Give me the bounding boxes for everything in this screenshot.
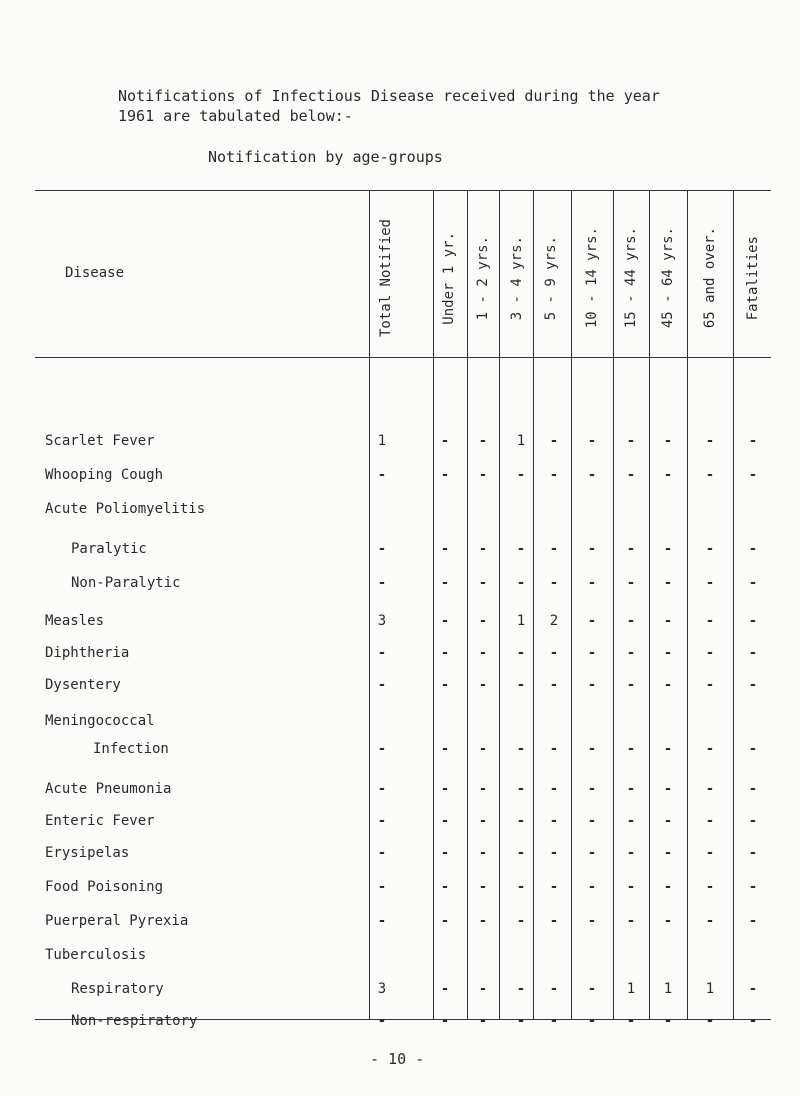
- disease-label: Food Poisoning: [45, 879, 164, 895]
- column-header-label: Fatalities: [745, 235, 761, 321]
- table-cell: -: [478, 575, 488, 591]
- table-cell: -: [587, 613, 597, 629]
- table-cell: -: [663, 913, 673, 929]
- table-row: [35, 541, 771, 573]
- table-cell: -: [705, 781, 715, 797]
- table-cell: -: [663, 575, 673, 591]
- table-cell: -: [549, 433, 559, 449]
- table-cell: -: [516, 741, 526, 757]
- table-cell: -: [705, 1013, 715, 1029]
- table-cell: -: [748, 467, 758, 483]
- table-cell: -: [516, 645, 526, 661]
- column-header-label: 15 - 44 yrs.: [623, 227, 639, 329]
- table-cell: -: [440, 575, 450, 591]
- table-row: [35, 741, 771, 773]
- table-cell: -: [705, 913, 715, 929]
- disease-label: Enteric Fever: [45, 813, 155, 829]
- intro-line-1: Notifications of Infectious Disease received during the year: [118, 87, 660, 105]
- table-row: [35, 575, 771, 607]
- table-cell: -: [516, 813, 526, 829]
- table-cell: -: [478, 677, 488, 693]
- table-row: [35, 947, 771, 979]
- table-cell: -: [377, 879, 387, 895]
- table-subtitle: Notification by age-groups: [208, 148, 443, 166]
- table-cell: -: [663, 879, 673, 895]
- intro-line-2: 1961 are tabulated below:-: [118, 107, 353, 125]
- table-cell: -: [440, 813, 450, 829]
- table-cell: -: [748, 575, 758, 591]
- table-row: [35, 677, 771, 709]
- table-cell: 3: [377, 613, 387, 629]
- column-header: [536, 205, 566, 351]
- table-cell: -: [377, 781, 387, 797]
- table-cell: -: [748, 813, 758, 829]
- table-row: [35, 645, 771, 677]
- table-row: [35, 913, 771, 945]
- table-cell: -: [748, 845, 758, 861]
- page-number: - 10 -: [370, 1050, 425, 1068]
- table-cell: -: [587, 741, 597, 757]
- column-header: [695, 205, 725, 351]
- table-cell: -: [516, 913, 526, 929]
- table-cell: -: [516, 981, 526, 997]
- column-header: [468, 205, 498, 351]
- table-cell: -: [705, 879, 715, 895]
- table-cell: -: [663, 433, 673, 449]
- table-cell: -: [516, 845, 526, 861]
- disease-label: Scarlet Fever: [45, 433, 155, 449]
- disease-label: Non-Paralytic: [71, 575, 181, 591]
- table-cell: -: [478, 433, 488, 449]
- table-cell: -: [440, 1013, 450, 1029]
- table-cell: -: [549, 813, 559, 829]
- table-cell: -: [377, 677, 387, 693]
- table-cell: -: [440, 433, 450, 449]
- table-cell: -: [705, 813, 715, 829]
- table-cell: -: [440, 879, 450, 895]
- table-cell: -: [626, 781, 636, 797]
- column-header-label: Under 1 yr.: [441, 231, 457, 325]
- column-header-label: 45 - 64 yrs.: [660, 227, 676, 329]
- table-cell: -: [748, 741, 758, 757]
- disease-label: Non-respiratory: [71, 1013, 198, 1029]
- column-header: [434, 205, 464, 351]
- table-cell: -: [748, 645, 758, 661]
- table-cell: -: [516, 677, 526, 693]
- table-cell: -: [705, 677, 715, 693]
- column-header-label: 3 - 4 yrs.: [509, 235, 525, 321]
- table-cell: -: [549, 845, 559, 861]
- table-cell: -: [748, 913, 758, 929]
- table-cell: -: [478, 467, 488, 483]
- table-cell: -: [626, 913, 636, 929]
- table-cell: -: [626, 845, 636, 861]
- table-cell: -: [440, 645, 450, 661]
- table-cell: -: [377, 845, 387, 861]
- table-cell: -: [478, 613, 488, 629]
- column-header-label: 1 - 2 yrs.: [475, 235, 491, 321]
- table-cell: -: [549, 741, 559, 757]
- table-row: [35, 813, 771, 845]
- table-cell: -: [587, 575, 597, 591]
- table-cell: -: [478, 913, 488, 929]
- table-cell: -: [516, 1013, 526, 1029]
- table-cell: -: [705, 575, 715, 591]
- table-cell: -: [748, 613, 758, 629]
- table-row: [35, 467, 771, 499]
- table-cell: -: [478, 981, 488, 997]
- table-cell: -: [626, 541, 636, 557]
- table-cell: -: [440, 467, 450, 483]
- table-cell: -: [549, 913, 559, 929]
- table-cell: -: [516, 575, 526, 591]
- table-cell: -: [377, 741, 387, 757]
- disease-label: Tuberculosis: [45, 947, 147, 963]
- table-cell: -: [663, 813, 673, 829]
- table-row: [35, 613, 771, 645]
- table-cell: -: [748, 433, 758, 449]
- disease-label: Acute Pneumonia: [45, 781, 172, 797]
- table-row: [35, 433, 771, 465]
- column-header: [653, 205, 683, 351]
- table-cell: -: [705, 613, 715, 629]
- table-cell: -: [705, 645, 715, 661]
- table-cell: -: [705, 845, 715, 861]
- table-cell: -: [748, 541, 758, 557]
- table-cell: -: [478, 813, 488, 829]
- table-cell: -: [478, 541, 488, 557]
- table-cell: -: [587, 845, 597, 861]
- table-row: [35, 1013, 771, 1045]
- table-cell: -: [663, 645, 673, 661]
- table-cell: -: [516, 781, 526, 797]
- column-header-label: Total Notified: [378, 218, 394, 337]
- table-cell: -: [626, 575, 636, 591]
- table-cell: -: [549, 645, 559, 661]
- disease-label: Dysentery: [45, 677, 121, 693]
- table-cell: -: [516, 541, 526, 557]
- table-cell: -: [626, 1013, 636, 1029]
- column-header: [371, 205, 401, 351]
- table-cell: -: [663, 467, 673, 483]
- table-cell: -: [478, 781, 488, 797]
- table-cell: -: [516, 879, 526, 895]
- table-cell: -: [587, 467, 597, 483]
- table-cell: -: [587, 813, 597, 829]
- table-cell: -: [440, 845, 450, 861]
- table-cell: -: [440, 741, 450, 757]
- header-disease: Disease: [65, 265, 125, 281]
- table-cell: -: [705, 433, 715, 449]
- table-cell: -: [549, 781, 559, 797]
- table-cell: 1: [516, 433, 526, 449]
- table-cell: -: [626, 613, 636, 629]
- table-cell: -: [705, 541, 715, 557]
- table-cell: -: [377, 575, 387, 591]
- table-cell: -: [587, 981, 597, 997]
- table-cell: -: [440, 677, 450, 693]
- table-cell: -: [705, 467, 715, 483]
- table-cell: -: [478, 1013, 488, 1029]
- table-cell: 3: [377, 981, 387, 997]
- table-cell: -: [377, 645, 387, 661]
- notifications-table: [35, 190, 771, 1029]
- table-cell: 1: [626, 981, 636, 997]
- table-cell: -: [478, 645, 488, 661]
- table-cell: -: [516, 467, 526, 483]
- disease-label: Whooping Cough: [45, 467, 164, 483]
- table-cell: -: [663, 845, 673, 861]
- table-cell: -: [587, 677, 597, 693]
- disease-label: Meningococcal: [45, 713, 155, 729]
- table-cell: 1: [377, 433, 387, 449]
- column-header-label: 65 and over.: [702, 227, 718, 329]
- table-cell: -: [377, 541, 387, 557]
- table-cell: -: [748, 677, 758, 693]
- table-cell: -: [377, 813, 387, 829]
- table-cell: -: [626, 645, 636, 661]
- table-cell: -: [440, 913, 450, 929]
- table-cell: -: [626, 677, 636, 693]
- table-cell: -: [440, 613, 450, 629]
- table-cell: -: [549, 677, 559, 693]
- table-cell: -: [478, 879, 488, 895]
- table-row: [35, 845, 771, 877]
- table-cell: -: [663, 613, 673, 629]
- table-row: [35, 879, 771, 911]
- table-cell: -: [377, 1013, 387, 1029]
- disease-label: Infection: [93, 741, 169, 757]
- table-cell: -: [626, 467, 636, 483]
- table-cell: -: [748, 981, 758, 997]
- table-cell: -: [663, 781, 673, 797]
- table-cell: -: [587, 541, 597, 557]
- table-cell: -: [626, 433, 636, 449]
- header-divider: [35, 357, 771, 358]
- column-header-label: 10 - 14 yrs.: [584, 227, 600, 329]
- table-cell: -: [626, 741, 636, 757]
- table-cell: -: [587, 645, 597, 661]
- table-cell: -: [663, 677, 673, 693]
- table-cell: -: [705, 741, 715, 757]
- table-cell: 1: [705, 981, 715, 997]
- table-cell: -: [549, 879, 559, 895]
- disease-label: Diphtheria: [45, 645, 130, 661]
- table-cell: -: [440, 981, 450, 997]
- table-cell: -: [587, 879, 597, 895]
- column-header: [577, 205, 607, 351]
- table-cell: 2: [549, 613, 559, 629]
- table-cell: -: [626, 879, 636, 895]
- table-cell: -: [377, 467, 387, 483]
- table-cell: -: [587, 433, 597, 449]
- table-cell: -: [626, 813, 636, 829]
- disease-label: Respiratory: [71, 981, 164, 997]
- table-row: [35, 781, 771, 813]
- disease-label: Measles: [45, 613, 105, 629]
- table-row: [35, 981, 771, 1013]
- column-header: [616, 205, 646, 351]
- disease-label: Erysipelas: [45, 845, 130, 861]
- table-cell: -: [587, 781, 597, 797]
- table-cell: -: [549, 1013, 559, 1029]
- column-header-label: 5 - 9 yrs.: [543, 235, 559, 321]
- table-cell: -: [549, 981, 559, 997]
- table-cell: -: [663, 1013, 673, 1029]
- table-cell: -: [748, 781, 758, 797]
- table-cell: -: [748, 879, 758, 895]
- table-cell: -: [478, 845, 488, 861]
- disease-label: Acute Poliomyelitis: [45, 501, 206, 517]
- disease-label: Puerperal Pyrexia: [45, 913, 189, 929]
- table-cell: -: [748, 1013, 758, 1029]
- table-cell: -: [440, 781, 450, 797]
- table-cell: -: [377, 913, 387, 929]
- column-header: [502, 205, 532, 351]
- table-cell: -: [663, 541, 673, 557]
- column-header: [738, 205, 768, 351]
- table-cell: -: [440, 541, 450, 557]
- table-cell: 1: [516, 613, 526, 629]
- table-cell: -: [478, 741, 488, 757]
- table-cell: -: [587, 1013, 597, 1029]
- disease-label: Paralytic: [71, 541, 147, 557]
- table-cell: -: [549, 541, 559, 557]
- table-cell: -: [663, 741, 673, 757]
- table-cell: 1: [663, 981, 673, 997]
- table-cell: -: [549, 575, 559, 591]
- table-row: [35, 501, 771, 533]
- table-cell: -: [587, 913, 597, 929]
- table-cell: -: [549, 467, 559, 483]
